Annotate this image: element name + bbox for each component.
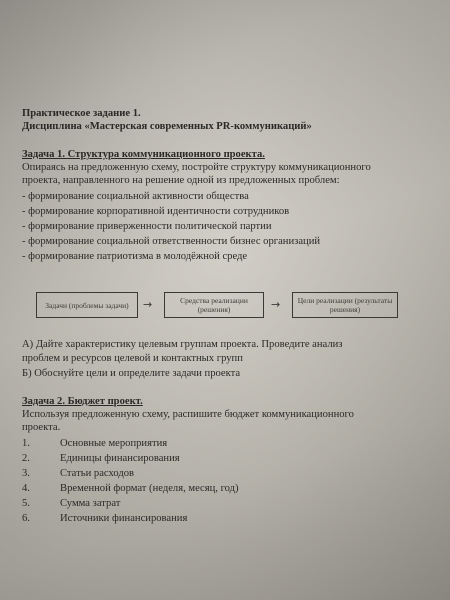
budget-item-number: 2. xyxy=(22,453,30,464)
question-a-line: проблем и ресурсов целевой и контактных групп xyxy=(22,353,243,364)
budget-item xyxy=(22,482,438,495)
budget-item-text: Статьи расходов xyxy=(60,468,135,479)
problem-item: - формирование приверженности политической партии xyxy=(22,221,272,232)
task2-title: Задача 2. Бюджет проект. xyxy=(22,396,143,407)
problem-item: - формирование патриотизма в молодёжной среде xyxy=(22,251,248,262)
task1-intro-line: проекта, направленного на решение одной из предложенных проблем: xyxy=(22,175,340,186)
budget-item-number: 4. xyxy=(22,483,30,494)
problem-item: - формирование корпоративной идентичности сотрудников xyxy=(22,206,290,217)
budget-item xyxy=(22,452,438,465)
project-structure-diagram xyxy=(36,288,406,324)
problem-item: - формирование социальной ответственности бизнес организаций xyxy=(22,236,321,247)
budget-item xyxy=(22,497,438,510)
diagram-box-goals: Цели реализации (результаты решения) xyxy=(292,292,398,318)
question-a-line: А) Дайте характеристику целевым группам проекта. Проведите анализ xyxy=(22,339,343,350)
budget-item-text: Источники финансирования xyxy=(60,513,188,524)
question-b: Б) Обоснуйте цели и определите задачи проекта xyxy=(22,368,241,379)
task2-intro-line: проекта. xyxy=(22,422,61,433)
budget-item-text: Временной формат (неделя, месяц, год) xyxy=(60,483,239,494)
budget-item-text: Единицы финансирования xyxy=(60,453,180,464)
discipline-title: Дисциплина «Мастерская современных PR-коммуникаций» xyxy=(22,121,312,132)
task2-intro-line: Используя предложенную схему, распишите бюджет коммуникационного xyxy=(22,409,354,420)
task1-title: Задача 1. Структура коммуникационного проекта. xyxy=(22,149,265,160)
task1-intro-line: Опираясь на предложенную схему, постройте структуру коммуникационного xyxy=(22,162,371,173)
budget-item-text: Основные мероприятия xyxy=(60,438,168,449)
assignment-title: Практическое задание 1. xyxy=(22,108,141,119)
budget-item-number: 3. xyxy=(22,468,30,479)
budget-item-number: 6. xyxy=(22,513,30,524)
budget-item xyxy=(22,437,438,450)
arrow-icon: → xyxy=(143,298,153,311)
budget-item xyxy=(22,467,438,480)
budget-item-number: 1. xyxy=(22,438,30,449)
budget-item-text: Сумма затрат xyxy=(60,498,121,509)
diagram-box-means: Средства реализации (решения) xyxy=(164,292,264,318)
diagram-box-problems: Задачи (проблемы задачи) xyxy=(36,292,138,318)
budget-item-number: 5. xyxy=(22,498,30,509)
arrow-icon: → xyxy=(271,298,281,311)
problem-item: - формирование социальной активности общества xyxy=(22,191,249,202)
budget-item xyxy=(22,512,438,525)
